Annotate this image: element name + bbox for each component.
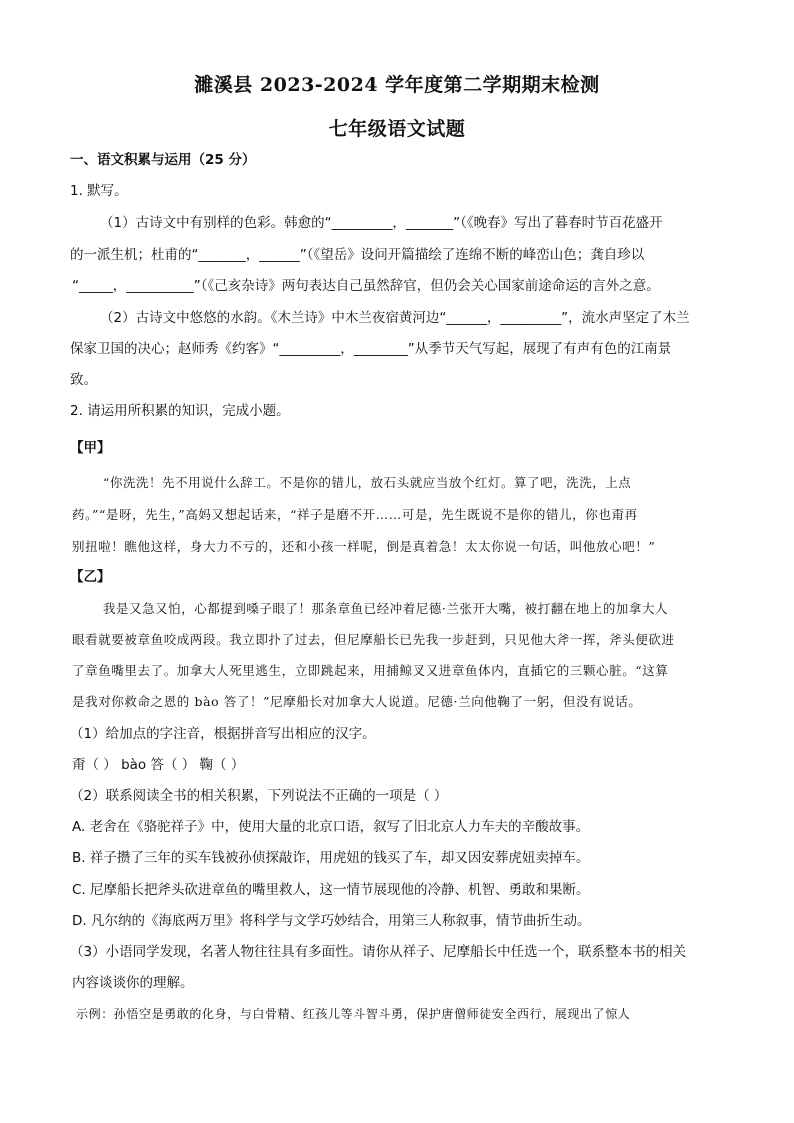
question-2-part1: （1）给加点的字注音，根据拼音写出相应的汉字。	[70, 726, 376, 742]
exam-title: 濉溪县 2023-2024 学年度第二学期期末检测	[194, 74, 600, 96]
passage-yi-label: 【乙】	[70, 569, 111, 585]
pinyin-answer-slots: 甭（ ） bào 答（ ） 鞠（ ）	[72, 757, 245, 773]
passage-yi-line4: 是我对你救命之恩的 bào 答了！”尼摩船长对加拿大人说道。尼德·兰向他鞠了一躬，但没有说话。	[72, 694, 642, 709]
passage-jia-line1: “你洗洗！先不用说什么辞工。不是你的错儿，放石头就应当放个红灯。算了吧，洗洗，上点	[103, 475, 632, 490]
passage-yi-line1: 我是又急又怕，心都提到嗓子眼了！那条章鱼已经冲着尼德·兰张开大嘴，被打翻在地上的加拿大人	[103, 601, 669, 616]
exam-subtitle: 七年级语文试题	[328, 118, 466, 140]
question-1: 1. 默写。	[70, 183, 128, 199]
question-2-part2: （2）联系阅读全书的相关积累，下列说法不正确的一项是（ ）	[70, 788, 448, 804]
passage-yi-line3: 了章鱼嘴里去了。加拿大人死里逃生，立即跳起来，用捕鲸叉又进章鱼体内，直插它的三颗心脏。“这算	[72, 663, 669, 678]
option-d: D. 凡尔纳的《海底两万里》将科学与文学巧妙结合，用第三人称叙事，情节曲折生动。	[72, 913, 591, 929]
q1-part2-line2: 保家卫国的决心；赵师秀《约客》“_________，________”从季节天气写起，展现了有声有色的江南景	[70, 341, 672, 357]
example-answer: 示例：孙悟空是勇敢的化身，与白骨精、红孩儿等斗智斗勇，保护唐僧师徒安全西行，展现出了惊人	[76, 1007, 631, 1021]
option-a: A. 老舍在《骆驼祥子》中，使用大量的北京口语，叙写了旧北京人力车夫的辛酸故事。	[72, 819, 590, 835]
passage-jia-line3: 别扭啦！瞧他这样，身大力不亏的，还和小孩一样呢，倒是真着急！太太你说一句话，叫他放心吧！”	[72, 539, 656, 554]
q1-part1-line1: （1）古诗文中有别样的色彩。韩愈的“_________，_______”（《晚春》写出了暮春时节百花盛开	[100, 215, 663, 231]
q1-part2-line1: （2）古诗文中悠悠的水韵。《木兰诗》中木兰夜宿黄河边“______，_________”，流水声坚定了木兰	[100, 310, 690, 326]
option-c: C. 尼摩船长把斧头砍进章鱼的嘴里救人，这一情节展现他的冷静、机智、勇敢和果断。	[72, 882, 590, 898]
passage-jia-label: 【甲】	[70, 440, 111, 456]
passage-jia-line2: 药。”“是呀，先生，”高妈又想起话来，“祥子是磨不开……可是，先生既说不是你的错儿，你也甭再	[72, 507, 638, 522]
section-heading: 一、语文积累与运用（25 分）	[70, 152, 256, 168]
q1-part1-line3: “_____，__________”（《己亥杂诗》两句表达自己虽然辞官，但仍会关心国家前途命运的言外之意。	[72, 278, 660, 294]
option-b: B. 祥子攒了三年的买车钱被孙侦探敲诈，用虎妞的钱买了车，却又因安葬虎妞卖掉车。	[72, 850, 590, 866]
passage-yi-line2: 眼看就要被章鱼咬成两段。我立即扑了过去，但尼摩船长已先我一步赶到，只见他大斧一挥，斧头便砍进	[72, 632, 675, 647]
q1-part2-line3: 致。	[70, 372, 97, 388]
question-2-part3-line1: （3）小语同学发现，名著人物往往具有多面性。请你从祥子、尼摩船长中任选一个，联系整本书的相关	[70, 944, 687, 960]
question-2: 2. 请运用所积累的知识，完成小题。	[70, 403, 290, 419]
question-2-part3-line2: 内容谈谈你的理解。	[72, 975, 194, 991]
q1-part1-line2: 的一派生机；杜甫的“_______，______”（《望岳》设问开篇描绘了连绵不断的峰峦山色；龚自珍以	[70, 247, 645, 263]
